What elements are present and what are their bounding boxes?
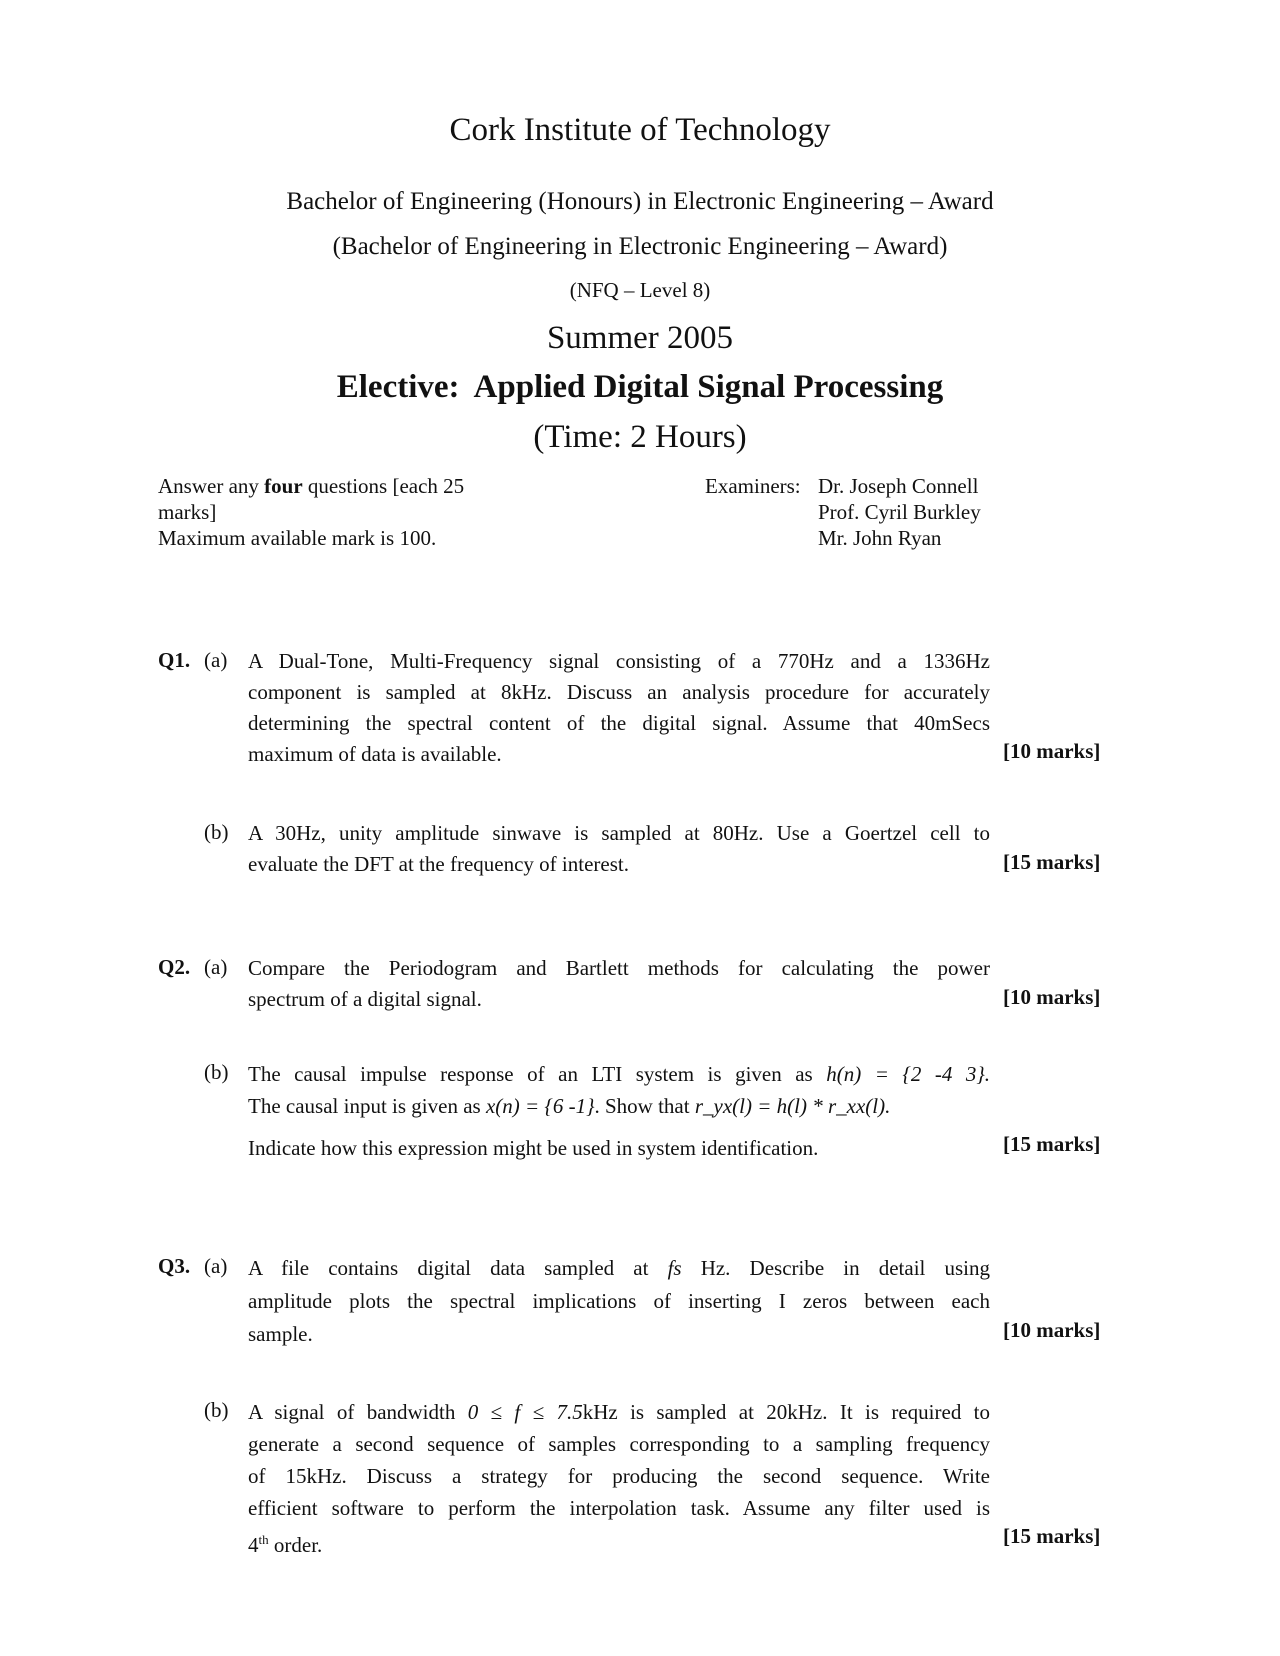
q2b-marks: [15 marks] (1003, 1132, 1101, 1156)
q3a-part-label: (a) (204, 1254, 228, 1278)
input-eq: x(n) = {6 -1} (485, 1094, 595, 1118)
q3b-last-line: 4th order. (248, 1532, 323, 1557)
q2a-marks: [10 marks] (1003, 985, 1101, 1009)
bandwidth-eq: 0 ≤ f ≤ 7.5 (467, 1400, 583, 1424)
q2a-text: Compare the Periodogram and Bartlett methods for calculating the power spectrum of a digital signal. (248, 956, 990, 1011)
q2b-line-2: The causal input is given as x(n) = {6 -1}. Show that r_yx(l) = h(l) * r_xx(l). (248, 1094, 891, 1118)
question-3-label: Q3. (158, 1254, 191, 1278)
exam-session: Summer 2005 (546, 320, 734, 356)
course-name: Applied Digital Signal Processing (473, 369, 944, 405)
sampling-frequency-symbol: fs (667, 1256, 682, 1280)
q2b-part-label: (b) (204, 1060, 229, 1084)
answer-instruction: Answer any four questions [each 25 marks] (158, 474, 465, 524)
q1a-part-label: (a) (204, 648, 228, 672)
impulse-response-eq: h(n) = {2 -4 3}. (826, 1062, 990, 1086)
answer-count: four (264, 474, 303, 498)
q3b-marks: [15 marks] (1003, 1524, 1101, 1548)
degree-title: Bachelor of Engineering (Honours) in Electronic Engineering – Award (286, 188, 994, 215)
q1a-text: A Dual-Tone, Multi-Frequency signal consisting of a 770Hz and a 1336Hz component is sampled at 8kHz. Discuss an analysis procedure for accurately determining the spectral content of the digital signal. Assume that 40mSecs maximum of data is available. (248, 649, 990, 766)
examiner-name: Prof. Cyril Burkley (818, 500, 981, 524)
q2b-line-3: Indicate how this expression might be used in system identification. (248, 1136, 819, 1160)
examiners-list (818, 473, 981, 551)
q1a-marks: [10 marks] (1003, 739, 1101, 763)
q3b-part-label: (b) (204, 1398, 229, 1422)
examiner-name: Mr. John Ryan (818, 526, 942, 550)
q1b-part-label: (b) (204, 820, 229, 844)
question-1-label: Q1. (158, 648, 191, 672)
correlation-eq: r_yx(l) = h(l) * r_xx(l). (694, 1094, 891, 1118)
q3b-line-1: A signal of bandwidth 0 ≤ f ≤ 7.5kHz is sampled at 20kHz. It is required to (248, 1400, 990, 1424)
course-prefix: Elective: (336, 369, 460, 405)
q1b-marks: [15 marks] (1003, 850, 1101, 874)
q1b-text: A 30Hz, unity amplitude sinwave is sampled at 80Hz. Use a Goertzel cell to evaluate the DFT at the frequency of interest. (248, 821, 990, 876)
degree-alt-title: (Bachelor of Engineering in Electronic Engineering – Award) (332, 233, 948, 260)
q2b-line-1: The causal impulse response of an LTI system is given as h(n) = {2 -4 3}. (248, 1062, 990, 1086)
nfq-level: (NFQ – Level 8) (569, 278, 711, 302)
q2b-text (248, 1058, 990, 1164)
max-mark: Maximum available mark is 100. (158, 526, 437, 550)
q3a-line-1: A file contains digital data sampled at fs Hz. Describe in detail using (248, 1256, 991, 1280)
q2a-part-label: (a) (204, 955, 228, 979)
q3b-text: A signal of bandwidth 0 ≤ f ≤ 7.5kHz is sampled at 20kHz. It is required to generate a second sequence of samples corresponding to a sampling frequency of 15kHz. Discuss a strategy for producing the second sequence. Write efficient software to perform the interpolation task. Assume any filter used is 4th order. (248, 1396, 990, 1561)
exam-duration: (Time: 2 Hours) (533, 419, 747, 455)
q3a-text: A file contains digital data sampled at fs Hz. Describe in detail using amplitude plots the spectral implications of inserting I zeros between each sample. (248, 1252, 990, 1351)
q3a-marks: [10 marks] (1003, 1318, 1101, 1342)
course-title (0, 369, 1280, 406)
exam-instructions (158, 473, 518, 551)
question-2-label: Q2. (158, 955, 191, 979)
institution-name: Cork Institute of Technology (449, 112, 831, 148)
examiners-label: Examiners: (705, 474, 801, 498)
examiner-name: Dr. Joseph Connell (818, 474, 979, 498)
